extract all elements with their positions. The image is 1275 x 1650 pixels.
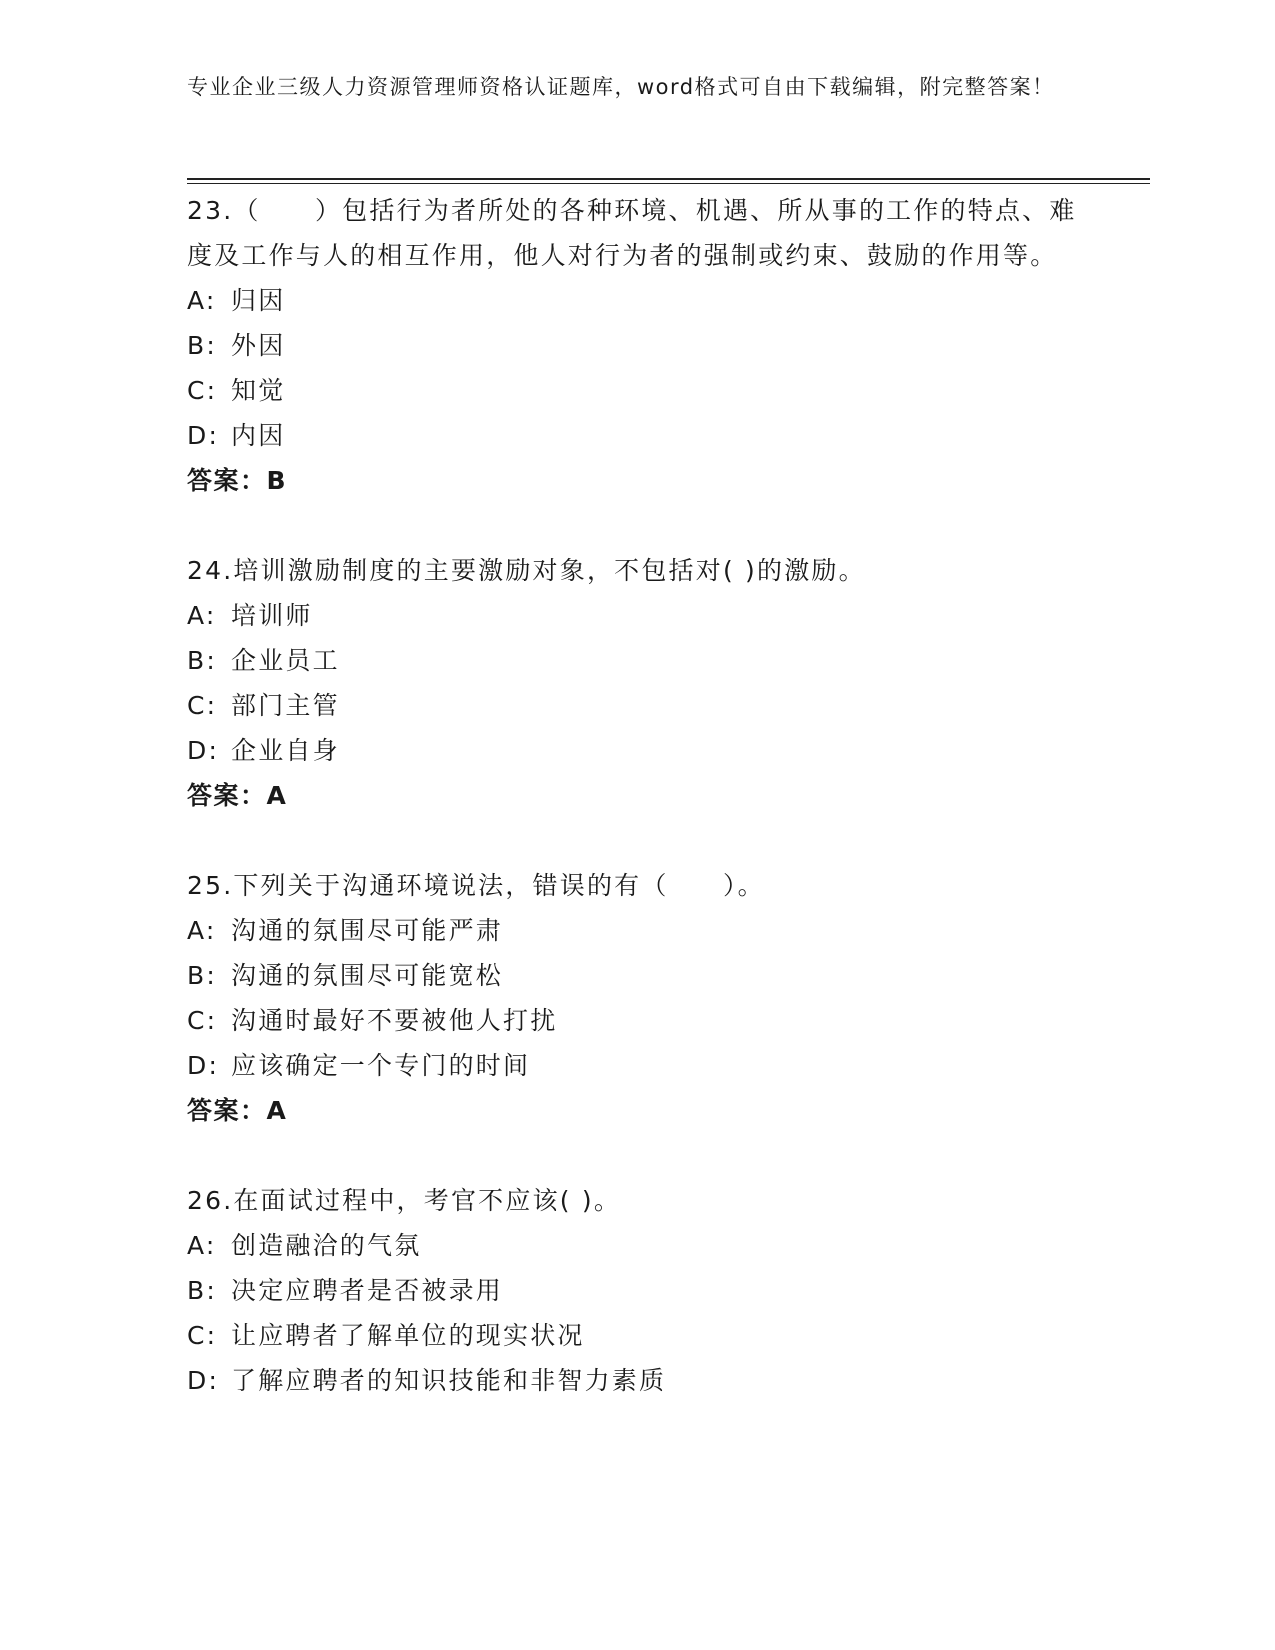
option-c <box>187 1313 1087 1358</box>
option-text: 创造融洽的气氛 <box>231 1231 422 1260</box>
question-25 <box>187 863 1087 1133</box>
option-c <box>187 683 1087 728</box>
question-stem: 26.在面试过程中，考官不应该( )。 <box>187 1186 622 1215</box>
option-list <box>187 908 1087 1088</box>
option-key: D: <box>187 421 220 450</box>
option-key: B: <box>187 961 217 990</box>
option-text: 外因 <box>231 331 286 360</box>
option-d <box>187 1358 1087 1403</box>
question-23 <box>187 188 1087 503</box>
option-text: 内因 <box>231 421 286 450</box>
option-key: A: <box>187 1231 217 1260</box>
option-text: 部门主管 <box>231 691 340 720</box>
option-key: C: <box>187 1006 218 1035</box>
option-key: B: <box>187 646 217 675</box>
option-key: D: <box>187 736 220 765</box>
option-key: C: <box>187 1321 218 1350</box>
question-26 <box>187 1178 1087 1403</box>
option-c <box>187 998 1087 1043</box>
option-text: 了解应聘者的知识技能和非智力素质 <box>231 1366 667 1395</box>
question-24 <box>187 548 1087 818</box>
answer-text: 答案：A <box>187 1096 288 1125</box>
option-c <box>187 368 1087 413</box>
option-key: B: <box>187 331 217 360</box>
option-b <box>187 953 1087 998</box>
option-key: B: <box>187 1276 217 1305</box>
header-rule-thick <box>187 178 1150 180</box>
question-stem: 24.培训激励制度的主要激励对象，不包括对( )的激励。 <box>187 556 866 585</box>
option-text: 让应聘者了解单位的现实状况 <box>231 1321 585 1350</box>
option-b <box>187 323 1087 368</box>
option-b <box>187 638 1087 683</box>
option-a <box>187 278 1087 323</box>
option-b <box>187 1268 1087 1313</box>
option-d <box>187 728 1087 773</box>
answer-text: 答案：A <box>187 781 288 810</box>
option-text: 沟通的氛围尽可能宽松 <box>231 961 504 990</box>
option-key: A: <box>187 916 217 945</box>
option-key: C: <box>187 691 218 720</box>
option-text: 沟通时最好不要被他人打扰 <box>231 1006 558 1035</box>
option-text: 应该确定一个专门的时间 <box>231 1051 531 1080</box>
option-key: A: <box>187 601 217 630</box>
option-a <box>187 593 1087 638</box>
option-text: 企业自身 <box>231 736 340 765</box>
option-text: 决定应聘者是否被录用 <box>231 1276 504 1305</box>
option-text: 归因 <box>231 286 286 315</box>
option-list <box>187 593 1087 773</box>
option-a <box>187 908 1087 953</box>
option-key: C: <box>187 376 218 405</box>
option-key: D: <box>187 1366 220 1395</box>
option-list <box>187 1223 1087 1403</box>
option-list <box>187 278 1087 458</box>
option-text: 沟通的氛围尽可能严肃 <box>231 916 504 945</box>
header-rule-thin <box>187 183 1150 184</box>
option-key: D: <box>187 1051 220 1080</box>
option-text: 知觉 <box>231 376 286 405</box>
question-stem: 23.（ ）包括行为者所处的各种环境、机遇、所从事的工作的特点、难度及工作与人的相互作用，他人对行为者的强制或约束、鼓励的作用等。 <box>187 196 1077 270</box>
option-text: 培训师 <box>231 601 313 630</box>
option-text: 企业员工 <box>231 646 340 675</box>
document-header: 专业企业三级人力资源管理师资格认证题库，word格式可自由下载编辑，附完整答案！ <box>187 75 1055 99</box>
option-a <box>187 1223 1087 1268</box>
question-list <box>187 188 1087 1448</box>
option-key: A: <box>187 286 217 315</box>
answer-text: 答案：B <box>187 466 288 495</box>
option-d <box>187 413 1087 458</box>
option-d <box>187 1043 1087 1088</box>
question-stem: 25.下列关于沟通环境说法，错误的有（ ）。 <box>187 871 765 900</box>
